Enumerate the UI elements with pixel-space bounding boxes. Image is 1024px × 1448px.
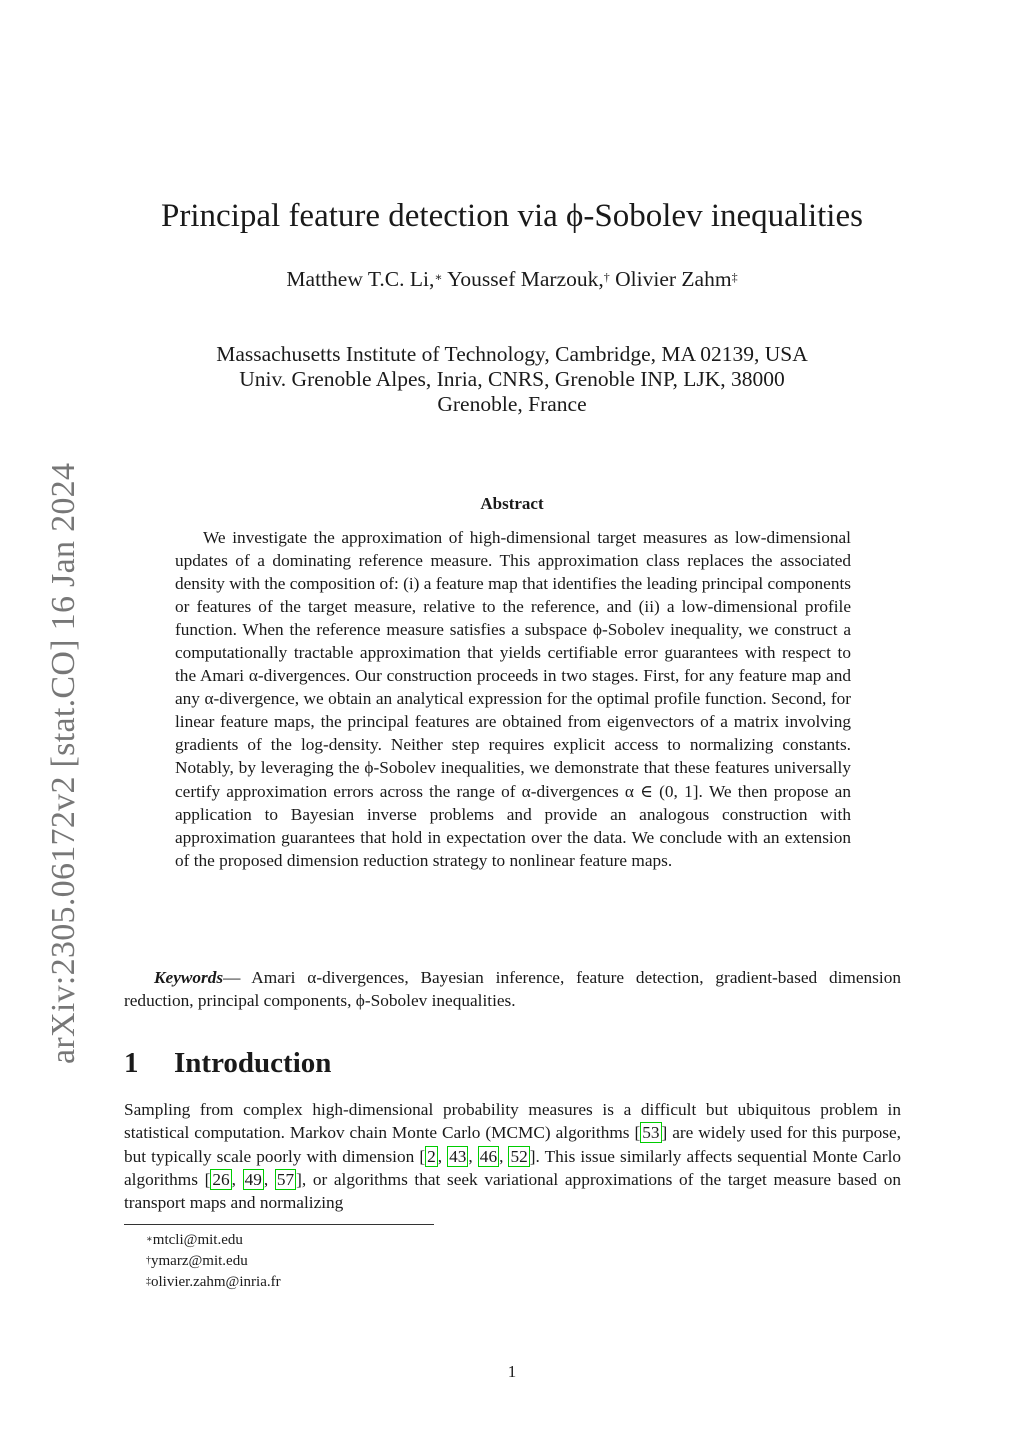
section-title: Introduction	[174, 1047, 332, 1079]
keywords-label: Keywords	[154, 968, 224, 987]
citation-separator: ,	[437, 1146, 448, 1166]
intro-paragraph: Sampling from complex high-dimensional probability measures is a difficult but ubiquitous problem in statistical computation. Markov chain Monte Carlo (MCMC) algorithms [ 53 ] are widely used for this purpose, but typically scale poorly with dimension [ 2 , 43 , 46 , 52 ]. This issue similarly affects sequential Monte Carlo algorithms [ 26 , 49 , 57 ], or algorithms that seek variational approximations of the target measure based on transport maps and normalizing	[124, 1100, 902, 1213]
page-number: 1	[507, 1362, 517, 1381]
author-name: Olivier Zahm	[615, 267, 732, 291]
citation-link[interactable]: 52	[510, 1146, 528, 1166]
intro-text: are widely used for this purpose, but typically scale poorly with dimension [	[124, 1123, 901, 1166]
author-footnote-mark[interactable]: ‡	[731, 270, 738, 284]
footnote-item	[146, 1272, 281, 1293]
author-name: Matthew T.C. Li,	[286, 267, 435, 291]
citation-link[interactable]: 57	[276, 1169, 295, 1189]
keywords-dash: —	[223, 968, 241, 987]
affiliation-line: Univ. Grenoble Alpes, Inria, CNRS, Grenoble INP, LJK, 38000	[239, 367, 785, 391]
keywords-paragraph	[124, 966, 901, 1012]
citation-link[interactable]: 2	[427, 1146, 436, 1166]
citation-separator: ,	[231, 1169, 243, 1189]
footnote-divider	[124, 1224, 434, 1225]
affiliation-line: Massachusetts Institute of Technology, Cambridge, MA 02139, USA	[216, 342, 808, 366]
footnotes	[146, 1230, 281, 1293]
paper-title: Principal feature detection via ϕ-Sobolev inequalities	[161, 198, 863, 234]
citation-link[interactable]: 53	[642, 1123, 660, 1143]
abstract-heading: Abstract	[480, 494, 544, 513]
author-footnote-mark[interactable]: †	[603, 270, 610, 284]
citation-link[interactable]: 43	[449, 1146, 467, 1166]
author-footnote-mark[interactable]: ∗	[434, 270, 443, 284]
intro-text: ], or algorithms that seek variational approximations of the target measure based on transport maps and normalizing	[124, 1169, 901, 1213]
footnote-mark: ∗	[146, 1234, 153, 1245]
intro-text: ]. This issue similarly affects sequential Monte Carlo algorithms [	[124, 1146, 902, 1189]
abstract-text: We investigate the approximation of high-dimensional target measures as low-dimensional updates of a dominating reference measure. This approximation class replaces the associated density with the composition of: (i) a feature map that identifies the leading principal components or features of the target measure, relative to the reference, and (ii) a low-dimensional profile function. When the reference measure satisfies a subspace ϕ-Sobolev inequality, we construct a computationally tractable approximation that yields certifiable error guarantees with respect to the Amari α-divergences. Our construction proceeds in two stages. First, for any feature map and any α-divergence, we obtain an analytical expression for the optimal profile function. Second, for linear feature maps, the principal features are obtained from eigenvectors of a matrix involving gradients of the log-density. Neither step requires explicit access to normalizing constants. Notably, by leveraging the ϕ-Sobolev inequalities, we demonstrate that these features universally certify approximation errors across the range of α-divergences α ∈ (0, 1]. We then propose an application to Bayesian inverse problems and provide an analogous construction with approximation guarantees that hold in expectation over the data. We conclude with an extension of the proposed dimension reduction strategy to nonlinear feature maps.	[175, 528, 851, 870]
affiliations	[0, 342, 1024, 417]
intro-text: Sampling from complex high-dimensional probability measures is a difficult but ubiquitous problem in statistical computation. Markov chain Monte Carlo (MCMC) algorithms	[124, 1100, 901, 1143]
footnote-email: olivier.zahm@inria.fr	[151, 1274, 281, 1290]
section-number: 1	[124, 1047, 139, 1079]
citation-separator: ,	[499, 1146, 509, 1166]
citation-link[interactable]: 49	[244, 1169, 262, 1189]
section-heading	[124, 1044, 331, 1082]
footnote-mark: ‡	[146, 1276, 151, 1287]
citation-separator: ,	[263, 1169, 275, 1189]
footnote-mark: †	[146, 1255, 151, 1266]
author-list	[0, 264, 1024, 294]
footnote-item	[146, 1230, 281, 1251]
keywords-text: Amari α-divergences, Bayesian inference, feature detection, gradient-based dimension reduction, principal components, ϕ-Sobolev inequalities.	[124, 968, 901, 1011]
footnote-email: mtcli@mit.edu	[152, 1232, 243, 1248]
affiliation-line: Grenoble, France	[437, 392, 587, 416]
arxiv-identifier-stamp: arXiv:2305.06172v2 [stat.CO] 16 Jan 2024	[45, 462, 82, 1064]
author-name: Youssef Marzouk,	[447, 267, 604, 291]
citation-link[interactable]: 26	[212, 1169, 230, 1189]
footnote-item	[146, 1251, 281, 1272]
citation-link[interactable]: 46	[479, 1146, 498, 1166]
footnote-email: ymarz@mit.edu	[151, 1253, 248, 1269]
citation-separator: ,	[468, 1146, 478, 1166]
